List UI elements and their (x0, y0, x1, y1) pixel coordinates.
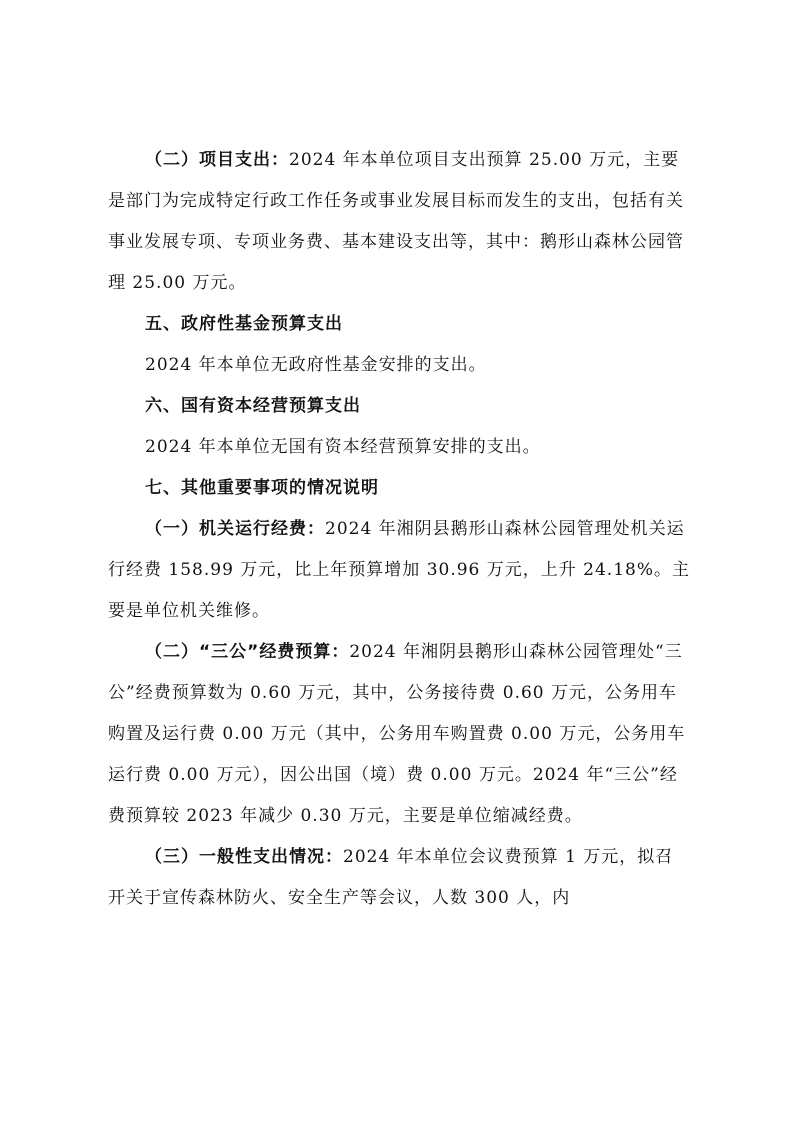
paragraph-state-capital (108, 427, 690, 468)
document-body (108, 140, 690, 919)
paragraph-government-fund (108, 345, 690, 386)
paragraph-text: 2024 年本单位项目支出预算 25.00 万元，主要是部门为完成特定行政工作任务或事业发展目标而发生的支出，包括有关事业发展专项、专项业务费、基本建设支出等，其中：鹅形山森林公园管理 25.00 万元。 (108, 150, 684, 293)
paragraph-lead: （二）“三公”经费预算： (145, 642, 350, 662)
paragraph-lead: （二）项目支出： (145, 150, 289, 170)
paragraph-text: 2024 年本单位会议费预算 1 万元，拟召开关于宣传森林防火、安全生产等会议，人数 300 人，内 (108, 847, 674, 908)
paragraph-text: 2024 年湘阴县鹅形山森林公园管理处机关运行经费 158.99 万元，比上年预算增加 30.96 万元，上升 24.18%。主要是单位机关维修。 (108, 519, 690, 621)
section-heading-state-capital: 六、国有资本经营预算支出 (145, 396, 361, 416)
paragraph-lead: （一）机关运行经费： (145, 519, 325, 539)
paragraph-general-expenditure (108, 837, 690, 919)
paragraph-project-expenditure (108, 140, 690, 304)
section-heading-government-fund: 五、政府性基金预算支出 (145, 314, 343, 334)
paragraph-text: 2024 年湘阴县鹅形山森林公园管理处“三公”经费预算数为 0.60 万元，其中，公务接待费 0.60 万元，公务用车购置及运行费 0.00 万元（其中，公务用车购置费 0.00 万元，公务用车运行费 0.00 万元），因公出国（境）费 0.00 万元。2024 年“三公”经费预算较 2023 年减少 0.30 万元，主要是单位缩减经费。 (108, 642, 686, 826)
paragraph-three-public-expenses (108, 632, 690, 837)
paragraph-lead: （三）一般性支出情况： (145, 847, 343, 867)
paragraph-operating-expenses (108, 509, 690, 632)
paragraph-text: 2024 年本单位无政府性基金安排的支出。 (145, 355, 487, 375)
paragraph-text: 2024 年本单位无国有资本经营预算安排的支出。 (145, 437, 541, 457)
section-heading-other-matters: 七、其他重要事项的情况说明 (145, 478, 379, 498)
